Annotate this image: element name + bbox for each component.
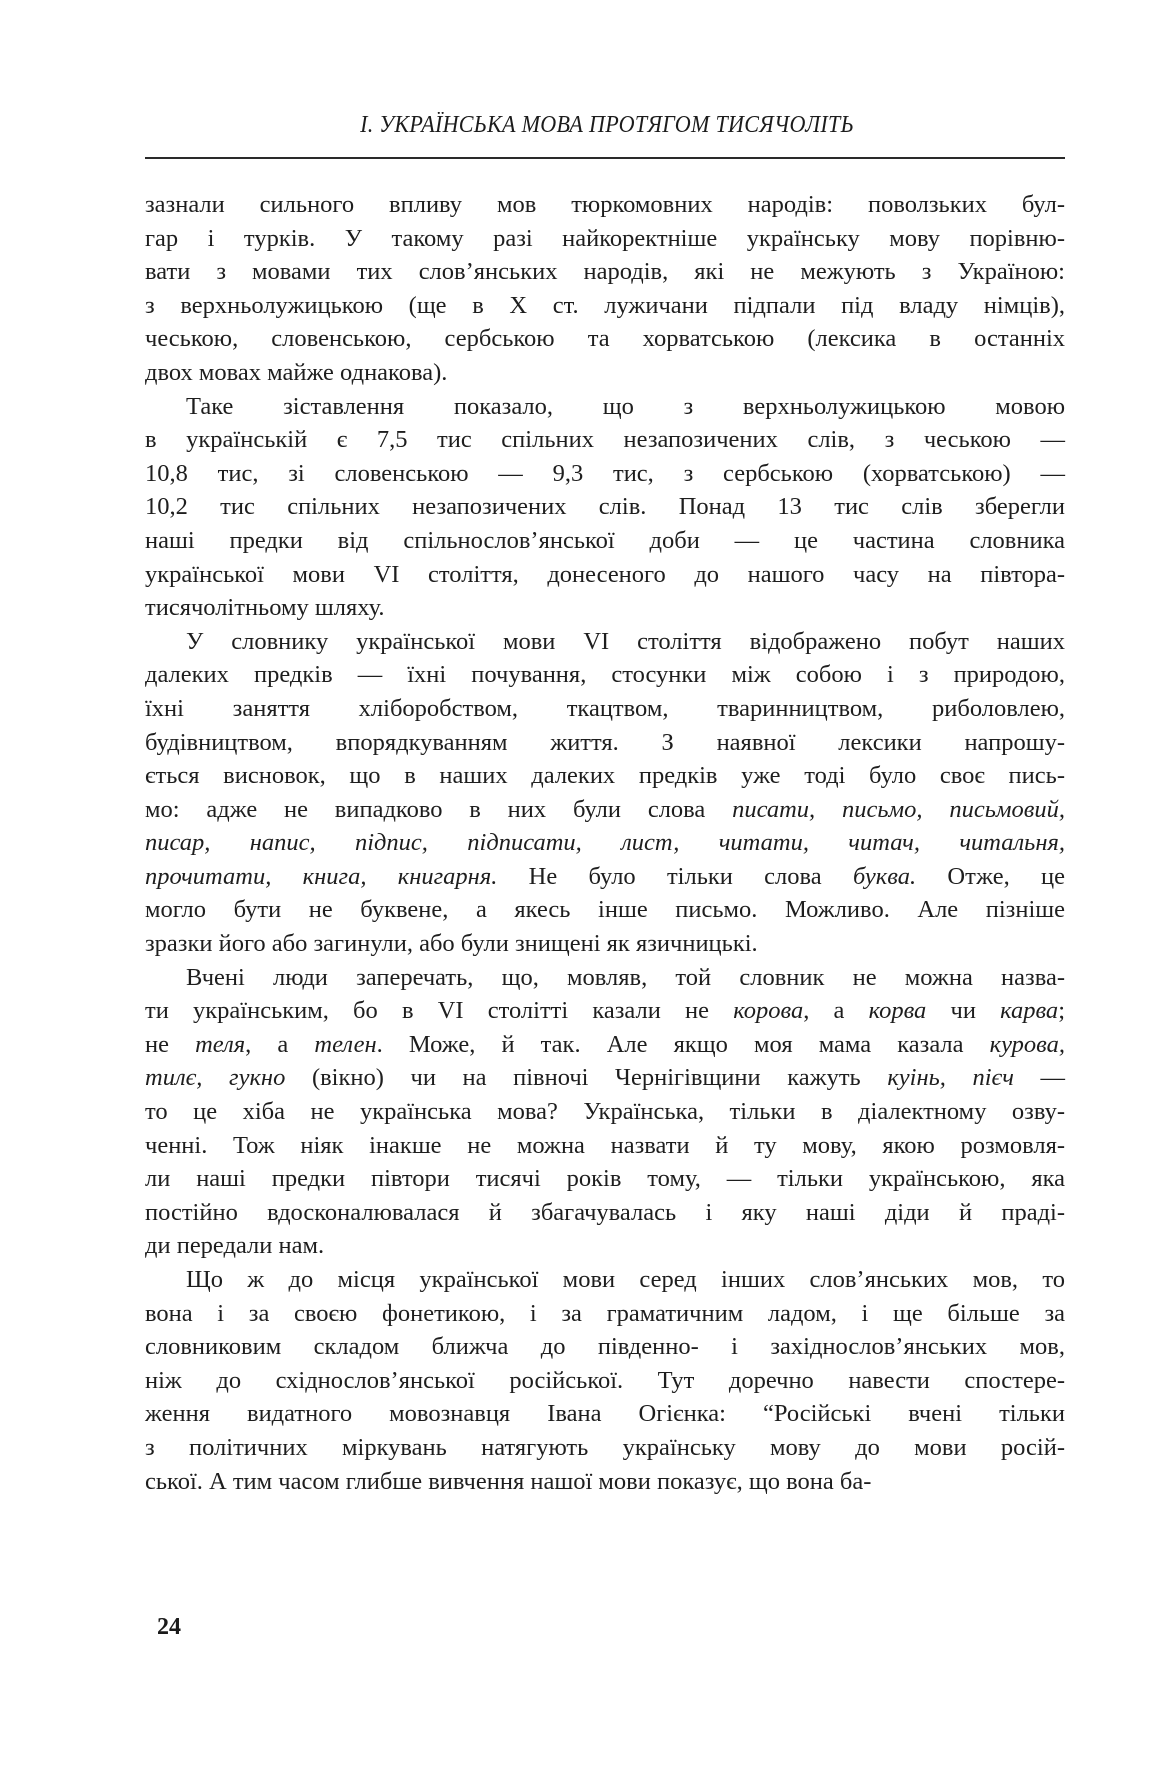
paragraph — [145, 961, 1065, 1263]
text-line: Таке зіставлення показало, що з верхньолужицькою мовою — [186, 392, 1065, 420]
text-line: зразки його або загинули, або були знищені як язичницькі. — [145, 930, 758, 958]
text-line: ської. А тим часом глибше вивчення нашої мови показує, що вона ба- — [145, 1467, 872, 1495]
paragraph — [145, 625, 1065, 961]
text-line: словниковим складом ближча до південно- і західнослов’янських мов, — [145, 1333, 1065, 1361]
text-line: двох мовах майже однакова). — [145, 358, 448, 386]
text-line — [145, 826, 1065, 860]
text-line: Вчені люди заперечать, що, мовляв, той словник не можна назва- — [186, 963, 1065, 991]
italic-term: телен — [314, 1030, 377, 1058]
body-text — [145, 188, 1065, 1498]
text-line: будівництвом, впорядкуванням життя. З наявної лексики напрошу- — [145, 728, 1065, 756]
paragraph — [145, 188, 1065, 390]
text-line: в українській є 7,5 тис спільних незапозичених слів, з чеською — — [145, 426, 1065, 454]
italic-term: буква. — [852, 862, 917, 890]
text-line: ченні. Тож ніяк інакше не можна назвати й ту мову, якою розмовля- — [145, 1131, 1065, 1159]
text-line: 10,8 тис, зі словенською — 9,3 тис, з сербською (хорватською) — — [145, 459, 1065, 487]
italic-term: корва — [868, 997, 927, 1025]
text-line: чеською, словенською, сербською та хорватською (лексика в останніх — [145, 325, 1065, 353]
text-line: ніж до східнослов’янської російської. Тут доречно навести спостере- — [145, 1366, 1065, 1394]
italic-term: теля — [195, 1030, 246, 1058]
text-line: 10,2 тис спільних незапозичених слів. Понад 13 тис слів зберегли — [145, 493, 1065, 521]
text-line: У словнику української мови VI століття відображено побут наших — [186, 627, 1065, 655]
italic-term: карва — [1000, 997, 1059, 1025]
italic-term: прочитати, книга, книгарня. — [145, 862, 498, 890]
text-line: то це хіба не українська мова? Українська, тільки в діалектному озву- — [145, 1098, 1065, 1126]
text-line: ди передали нам. — [145, 1232, 325, 1260]
italic-term: корова — [733, 997, 804, 1025]
paragraph — [145, 390, 1065, 625]
text-line: далеких предків — їхні почування, стосунки між собою і з природою, — [145, 661, 1065, 689]
text-line: їхні заняття хліборобством, ткацтвом, тваринництвом, риболовлею, — [145, 694, 1065, 722]
text-line: ження видатного мовознавця Івана Огієнка: “Російські вчені тільки — [145, 1400, 1065, 1428]
text-line: Що ж до місця української мови серед інших слов’янських мов, то — [186, 1266, 1065, 1293]
italic-term: курова, — [989, 1030, 1065, 1058]
italic-term: писати, письмо, письмовий, — [732, 795, 1065, 823]
text-line: тисячолітньому шляху. — [145, 594, 385, 622]
header-rule — [145, 157, 1065, 159]
italic-term: тилє, гукно — [145, 1064, 286, 1092]
text-line: з верхньолужицькою (ще в X ст. лужичани підпали під владу німців), — [145, 291, 1065, 319]
paragraph — [145, 1263, 1065, 1498]
text-line: української мови VI століття, донесеного до нашого часу на півтора- — [145, 560, 1065, 588]
text-line: мо: адже не випадково в них були слова писати, письмо, письмовий, — [145, 795, 1065, 823]
running-head: І. УКРАЇНСЬКА МОВА ПРОТЯГОМ ТИСЯЧОЛІТЬ — [360, 112, 854, 138]
italic-term: куінь, пієч — [887, 1064, 1014, 1092]
page-number: 24 — [157, 1614, 181, 1640]
text-line: з політичних міркувань натягують українську мову до мови росій- — [145, 1433, 1065, 1461]
text-line: наші предки від спільнослов’янської доби — це частина словника — [145, 526, 1065, 554]
text-line: тилє, гукно (вікно) чи на півночі Чернігівщини кажуть куінь, пієч — — [145, 1064, 1066, 1092]
italic-term: писар, напис, підпис, підписати, лист, читати, читач, читальня, — [145, 829, 1065, 857]
text-line: могло бути не буквене, а якесь інше письмо. Можливо. Але пізніше — [145, 896, 1065, 924]
text-line: не теля, а телен. Може, й так. Але якщо моя мама казала курова, — [145, 1030, 1065, 1058]
text-line: постійно вдосконалювалася й збагачувалась і яку наші діди й праді- — [145, 1198, 1065, 1226]
text-line: прочитати, книга, книгарня. Не було тільки слова буква. Отже, це — [145, 862, 1065, 890]
text-line: ється висновок, що в наших далеких предків уже тоді було своє пись- — [145, 762, 1065, 790]
text-line: ли наші предки півтори тисячі років тому, — тільки українською, яка — [145, 1165, 1065, 1193]
text-line: зазнали сильного впливу мов тюркомовних народів: поволзьких бул- — [145, 191, 1065, 218]
text-line: вона і за своєю фонетикою, і за граматичним ладом, і ще більше за — [145, 1299, 1065, 1327]
text-line: вати з мовами тих слов’янських народів, які не межують з Україною: — [145, 258, 1065, 286]
text-line: ти українським, бо в VI столітті казали не корова, а корва чи карва; — [145, 997, 1065, 1025]
text-line: гар і турків. У такому разі найкоректніше українську мову порівню- — [145, 224, 1065, 252]
